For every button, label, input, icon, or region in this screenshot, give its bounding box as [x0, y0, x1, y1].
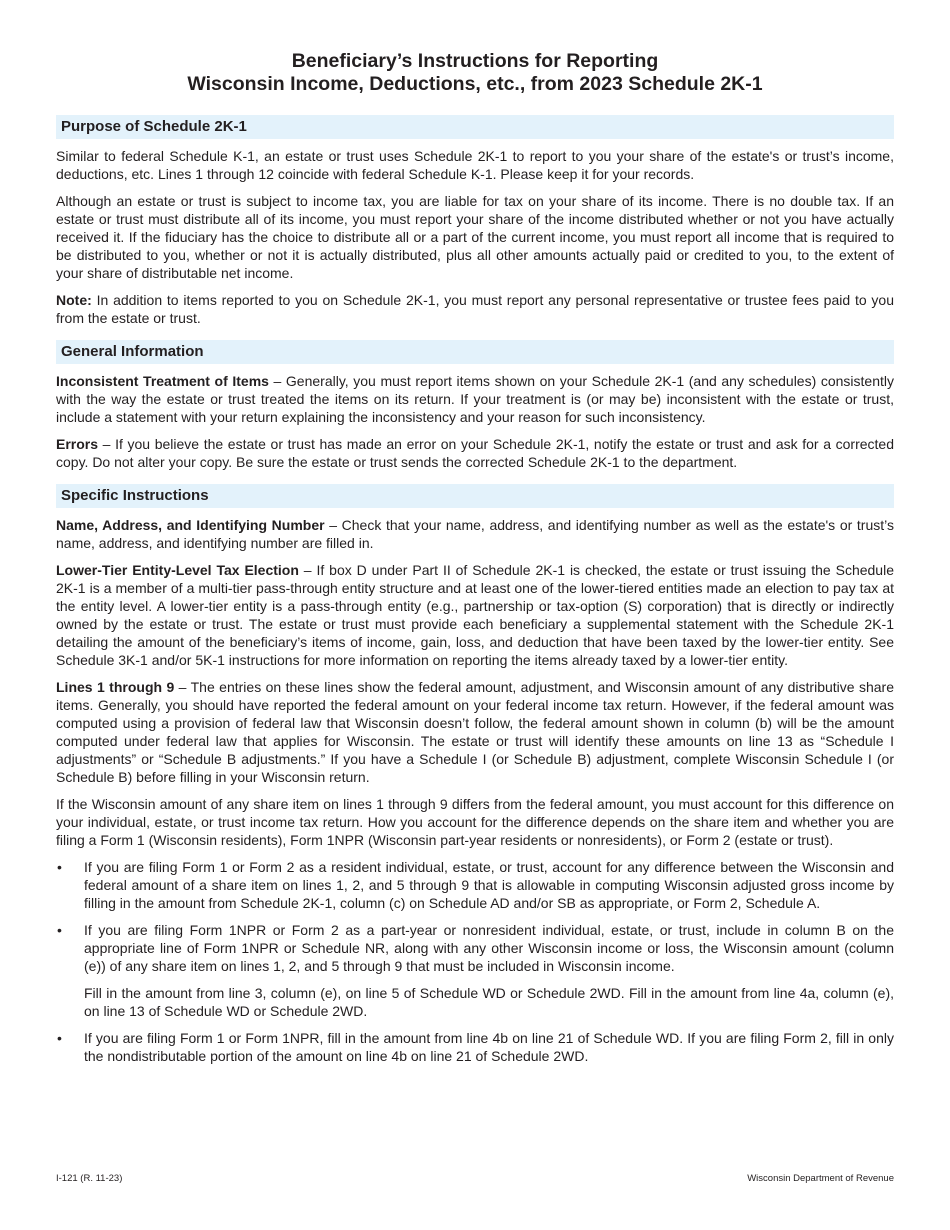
inconsistent-treatment-paragraph [56, 372, 894, 426]
title-line-2: Wisconsin Income, Deductions, etc., from 2023 Schedule 2K-1 [187, 73, 763, 95]
lines-lead: Lines 1 through 9 [56, 679, 175, 695]
lowertier-lead: Lower-Tier Entity-Level Tax Election [56, 562, 299, 578]
agency-name: Wisconsin Department of Revenue [747, 1173, 894, 1184]
note-lead: Note: [56, 292, 92, 308]
bullet-item-schedule-wd: • If you are filing Form 1 or Form 1NPR, fill in the amount from line 4b on line 21 of Schedule WD. If you are filing Form 2, fill in only the nondistributable portion of the amount on line 4b on line 21 of Schedule 2WD. [56, 1029, 894, 1065]
errors-paragraph [56, 435, 894, 471]
purpose-paragraph-2: Although an estate or trust is subject to income tax, you are liable for tax on your share of its income. There is no double tax. If an estate or trust must distribute all of its income, you must report your share of the income distributed whether or not you have actually received it. If the fiduciary has the choice to distribute all or a part of the current income, you must report all income that is required to be distributed to you, whether or not it is actually distributed, plus all other amounts actually paid or credited to you, to the extent of your share of distributable net income. [56, 193, 894, 281]
lowertier-text: – If box D under Part II of Schedule 2K-1 is checked, the estate or trust issuing the Schedule 2K-1 is a member of a multi-tier pass-through entity structure and at least one of the lower-tiered entities made an election to pay tax at the entity level. A lower-tier entity is a pass-through entity (e.g., partnership or tax-option (S) corporation) that is directly or indirectly owned by the estate or trust. The estate or trust must provide each beneficiary a supplemental statement with the Schedule 2K-1 detailing the amount of the beneficiary’s items of income, gain, loss, and deduction that have been taxed by the lower-tier entity. See Schedule 3K-1 and/or 5K-1 instructions for more information on reporting the items already taxed by a lower-tier entity. [56, 562, 894, 668]
page-content [56, 50, 894, 1074]
lower-tier-paragraph [56, 561, 894, 669]
lines-text: – The entries on these lines show the federal amount, adjustment, and Wisconsin amount of any distributive share items. Generally, you should have reported the federal amount on your federal income tax return. However, if the federal amount was computed using a provision of federal law that Wisconsin doesn’t follow, the federal amount shown in column (b) will be the amount computed under federal law that applies for Wisconsin. The estate or trust will identify these amounts on line 13 as “Schedule I adjustments” or “Schedule B adjustments.” If you have a Schedule I (or Schedule B) adjustment, complete Wisconsin Schedule I (or Schedule B) before filling in your Wisconsin return. [56, 679, 894, 785]
differs-paragraph: If the Wisconsin amount of any share item on lines 1 through 9 differs from the federal amount, you must account for this difference on your individual, estate, or trust income tax return. How you account for the difference depends on the share item and whether you are filing a Form 1 (Wisconsin residents), Form 1NPR (Wisconsin part-year residents or nonresidents), or Form 2 (estate or trust). [56, 796, 894, 848]
purpose-paragraph-1: Similar to federal Schedule K-1, an estate or trust uses Schedule 2K-1 to report to you your share of the estate's or trust’s income, deductions, etc. Lines 1 through 12 coincide with federal Schedule K-1. Please keep it for your records. [56, 148, 894, 182]
purpose-note [56, 291, 894, 327]
section-heading-general: General Information [56, 340, 894, 364]
page-title [56, 50, 894, 96]
bullet-item-form1npr: • If you are filing Form 1NPR or Form 2 as a part-year or nonresident individual, estate, or trust, include in column B on the appropriate line of Form 1NPR or Schedule NR, along with any other Wisconsin income or loss, the Wisconsin amount (column (e)) of any share item on lines 1, 2, and 5 through 9 that must be included in Wisconsin income. [56, 921, 894, 975]
section-heading-specific: Specific Instructions [56, 484, 894, 508]
lines-1-9-paragraph [56, 678, 894, 786]
inconsistent-text: – Generally, you must report items shown on your Schedule 2K-1 (and any schedules) consistently with the way the estate or trust treated the items on its return. If your treatment is (or may be) inconsistent with the estate or trust, include a statement with your return explaining the inconsistency and your reason for such inconsistency. [56, 373, 894, 425]
name-address-paragraph [56, 516, 894, 552]
note-text: In addition to items reported to you on Schedule 2K-1, you must report any personal representative or trustee fees paid to you from the estate or trust. [56, 292, 894, 326]
bullet-item-form1-form2: • If you are filing Form 1 or Form 2 as a resident individual, estate, or trust, account for any difference between the Wisconsin and federal amount of a share item on lines 1, 2, and 5 through 9 that is allowable in computing Wisconsin adjusted gross income by filling in the amount from Schedule 2K-1, column (c) on Schedule AD and/or SB as appropriate, or Form 2, Schedule A. [56, 858, 894, 912]
section-heading-purpose: Purpose of Schedule 2K-1 [56, 115, 894, 139]
errors-lead: Errors [56, 436, 99, 452]
name-text: – Check that your name, address, and identifying number as well as the estate's or trust’s name, address, and identifying number are filled in. [56, 517, 894, 551]
errors-text: – If you believe the estate or trust has made an error on your Schedule 2K-1, notify the estate or trust and ask for a corrected copy. Do not alter your copy. Be sure the estate or trust sends the corrected Schedule 2K-1 to the department. [56, 436, 894, 470]
name-lead: Name, Address, and Identifying Number [56, 517, 325, 533]
title-line-1: Beneficiary’s Instructions for Reporting [291, 50, 659, 72]
inconsistent-lead: Inconsistent Treatment of Items [56, 373, 269, 389]
bullet-sub-paragraph: Fill in the amount from line 3, column (e), on line 5 of Schedule WD or Schedule 2WD. Fill in the amount from line 4a, column (e), on line 13 of Schedule WD or Schedule 2WD. [84, 985, 894, 1019]
form-id: I-121 (R. 11-23) [56, 1173, 123, 1184]
